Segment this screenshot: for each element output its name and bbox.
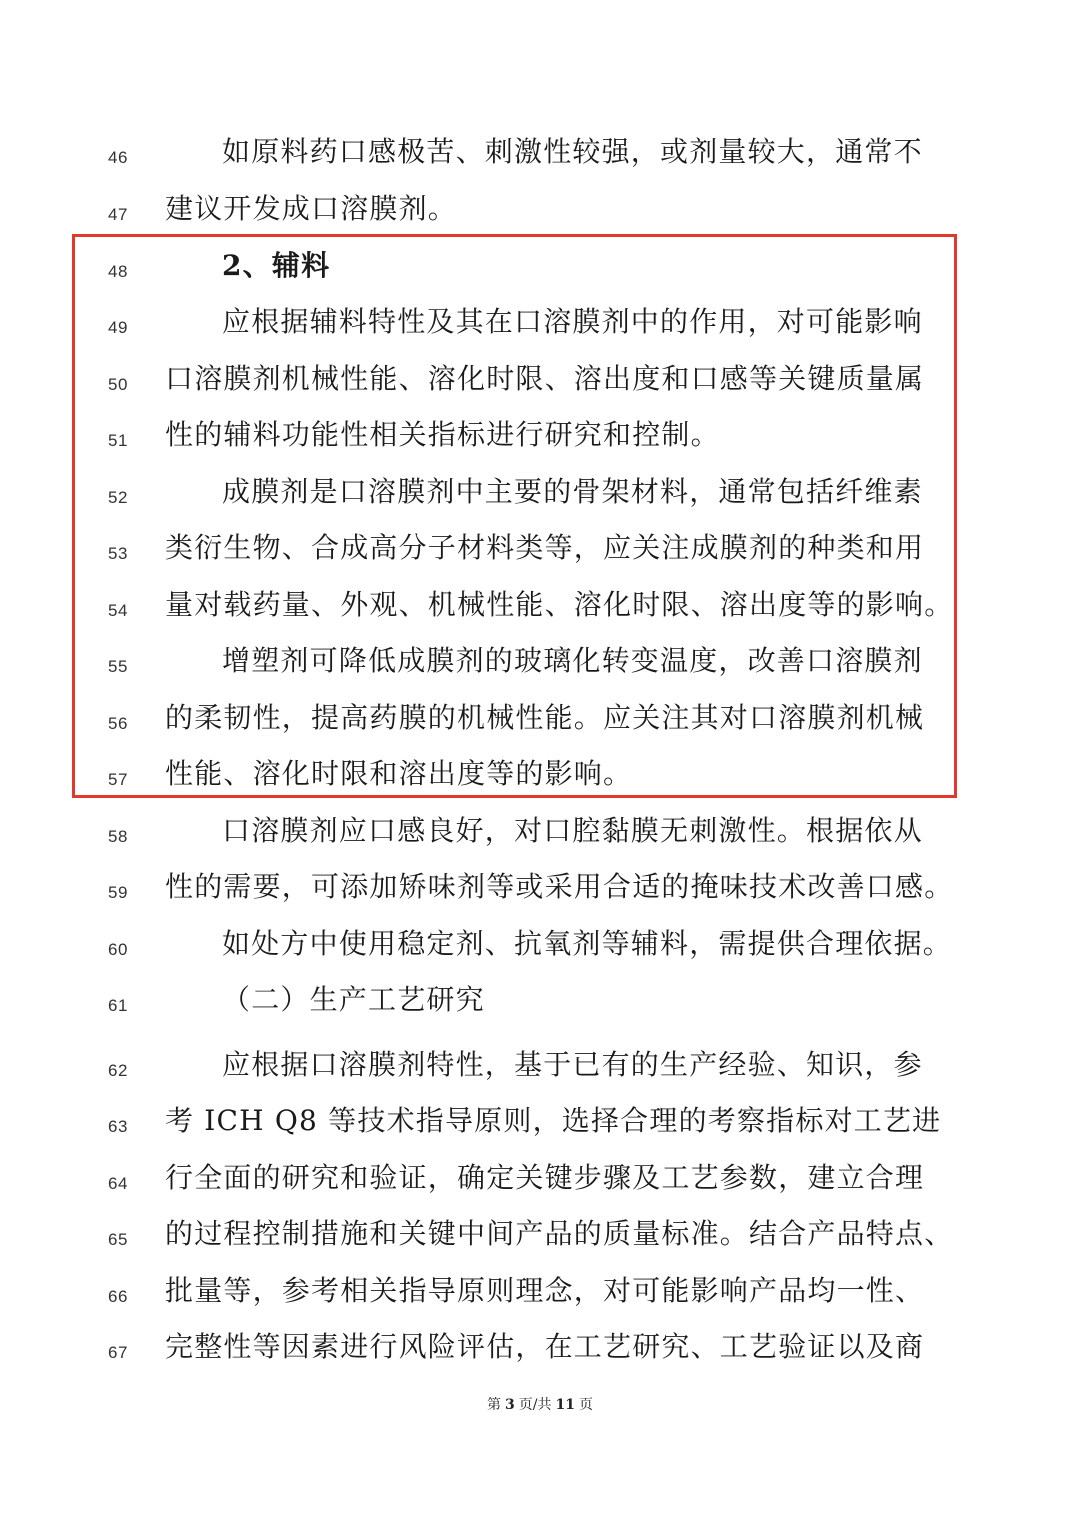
line-text: 考 ICH Q8 等技术指导原则，选择合理的考察指标对工艺进 xyxy=(165,1104,942,1137)
text-line-50 xyxy=(0,359,1080,415)
text-line-64 xyxy=(0,1158,1080,1214)
text-line-59 xyxy=(0,867,1080,923)
page-footer xyxy=(0,1394,1080,1414)
line-text: 的柔韧性，提高药膜的机械性能。应关注其对口溶膜剂机械 xyxy=(165,701,925,734)
line-text: 建议开发成口溶膜剂。 xyxy=(165,192,458,225)
section-heading: 2、辅料 xyxy=(222,249,331,282)
line-number: 63 xyxy=(108,1117,128,1136)
line-text: 性的需要，可添加矫味剂等或采用合适的掩味技术改善口感。 xyxy=(165,870,954,903)
footer-mid: 页/共 xyxy=(518,1397,552,1413)
text-line-62 xyxy=(0,1045,1080,1101)
line-text: 应根据口溶膜剂特性，基于已有的生产经验、知识，参 xyxy=(222,1048,923,1081)
footer-prefix: 第 xyxy=(487,1397,502,1413)
current-page-number: 3 xyxy=(505,1397,515,1413)
text-line-46 xyxy=(0,132,1080,188)
text-line-53 xyxy=(0,528,1080,584)
text-line-48 xyxy=(0,246,1080,302)
total-page-number: 11 xyxy=(555,1397,575,1413)
line-text: 行全面的研究和验证，确定关键步骤及工艺参数，建立合理 xyxy=(165,1161,925,1194)
line-number: 55 xyxy=(108,657,128,676)
text-line-67 xyxy=(0,1327,1080,1383)
line-number: 61 xyxy=(108,996,128,1015)
line-text: 口溶膜剂应口感良好，对口腔黏膜无刺激性。根据依从 xyxy=(222,814,923,847)
line-number: 58 xyxy=(108,827,128,846)
line-number: 64 xyxy=(108,1174,128,1193)
line-text: 如处方中使用稳定剂、抗氧剂等辅料，需提供合理依据。 xyxy=(222,927,953,960)
line-number: 66 xyxy=(108,1287,128,1306)
line-number: 53 xyxy=(108,544,128,563)
text-line-66 xyxy=(0,1271,1080,1327)
text-line-60 xyxy=(0,924,1080,980)
line-number: 48 xyxy=(108,262,128,281)
line-text: 完整性等因素进行风险评估，在工艺研究、工艺验证以及商 xyxy=(165,1330,925,1363)
line-text: 批量等，参考相关指导原则理念，对可能影响产品均一性、 xyxy=(165,1274,925,1307)
line-number: 60 xyxy=(108,940,128,959)
line-number: 49 xyxy=(108,318,128,337)
text-line-65 xyxy=(0,1214,1080,1270)
line-number: 57 xyxy=(108,770,128,789)
footer-suffix: 页 xyxy=(578,1397,593,1413)
text-line-49 xyxy=(0,302,1080,358)
line-number: 54 xyxy=(108,601,128,620)
line-number: 52 xyxy=(108,488,128,507)
line-number: 62 xyxy=(108,1061,128,1080)
line-number: 47 xyxy=(108,205,128,224)
line-number: 65 xyxy=(108,1230,128,1249)
line-number: 50 xyxy=(108,375,128,394)
text-line-51 xyxy=(0,415,1080,471)
line-text: 性能、溶化时限和溶出度等的影响。 xyxy=(165,757,633,790)
text-line-57 xyxy=(0,754,1080,810)
text-line-56 xyxy=(0,698,1080,754)
line-text: 的过程控制措施和关键中间产品的质量标准。结合产品特点、 xyxy=(165,1217,954,1250)
line-text: 应根据辅料特性及其在口溶膜剂中的作用，对可能影响 xyxy=(222,305,923,338)
section-heading: （二）生产工艺研究 xyxy=(222,983,485,1016)
text-line-58 xyxy=(0,811,1080,867)
line-number: 51 xyxy=(108,431,128,450)
text-line-52 xyxy=(0,472,1080,528)
text-line-54 xyxy=(0,585,1080,641)
line-text: 类衍生物、合成高分子材料类等，应关注成膜剂的种类和用 xyxy=(165,531,925,564)
line-text: 性的辅料功能性相关指标进行研究和控制。 xyxy=(165,418,720,451)
text-line-47 xyxy=(0,189,1080,245)
line-number: 56 xyxy=(108,714,128,733)
line-text: 量对载药量、外观、机械性能、溶化时限、溶出度等的影响。 xyxy=(165,588,954,621)
line-text: 增塑剂可降低成膜剂的玻璃化转变温度，改善口溶膜剂 xyxy=(222,644,923,677)
line-number: 67 xyxy=(108,1343,128,1362)
line-number: 46 xyxy=(108,148,128,167)
text-line-63 xyxy=(0,1101,1080,1157)
line-text: 如原料药口感极苦、刺激性较强，或剂量较大，通常不 xyxy=(222,135,923,168)
line-text: 口溶膜剂机械性能、溶化时限、溶出度和口感等关键质量属 xyxy=(165,362,925,395)
line-text: 成膜剂是口溶膜剂中主要的骨架材料，通常包括纤维素 xyxy=(222,475,923,508)
text-line-61 xyxy=(0,980,1080,1036)
text-line-55 xyxy=(0,641,1080,697)
line-number: 59 xyxy=(108,883,128,902)
